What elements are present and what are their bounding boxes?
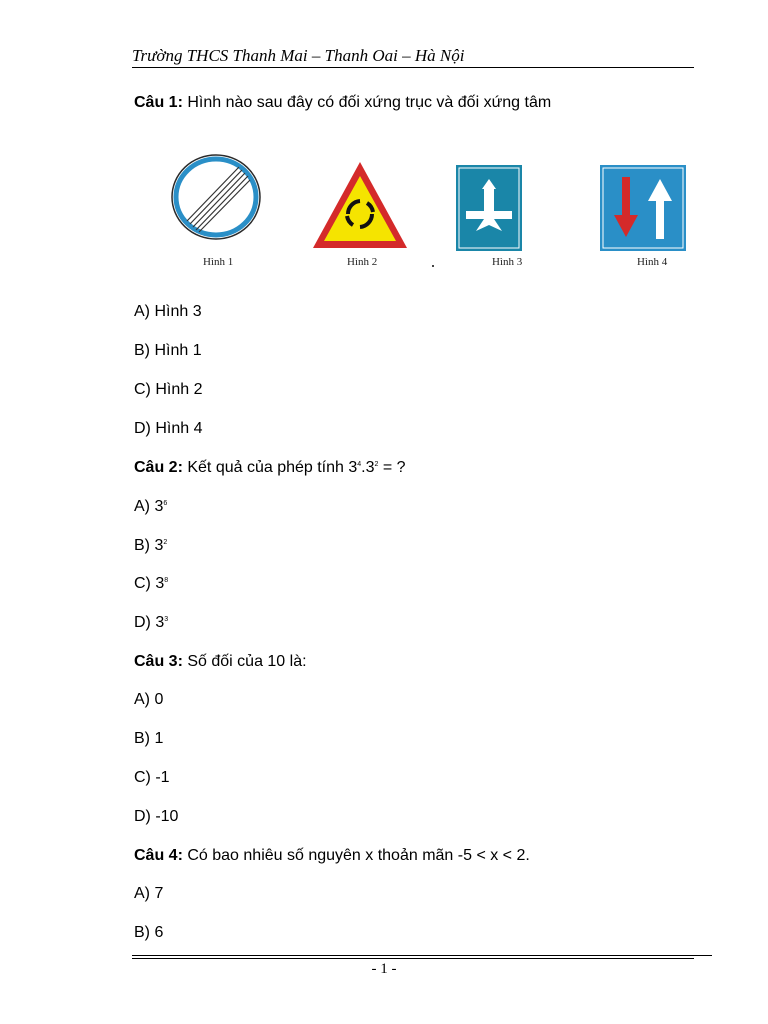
question-2-exp-b: 2 xyxy=(374,461,379,468)
question-4-label: Câu 4: xyxy=(134,847,183,864)
question-1-text: Hình nào sau đây có đối xứng trục và đối xứng tâm xyxy=(182,94,552,111)
question-2-text-b: .3 xyxy=(361,459,375,476)
q2-option-b-base: B) 3 xyxy=(134,537,164,554)
q3-option-a: A) 0 xyxy=(134,691,164,708)
q1-option-b: B) Hình 1 xyxy=(134,342,202,359)
q2-option-a-base: A) 3 xyxy=(134,498,164,515)
q2-option-c-exp: 8 xyxy=(164,577,169,584)
caption-2: Hình 2 xyxy=(347,256,378,268)
q2-option-c-base: C) 3 xyxy=(134,575,165,592)
q3-option-c: C) -1 xyxy=(134,769,170,786)
question-3-label: Câu 3: xyxy=(134,653,183,670)
sign-figure-2 xyxy=(310,158,410,252)
question-2 xyxy=(134,458,406,478)
question-4 xyxy=(134,846,530,866)
question-2-text-c: = ? xyxy=(378,459,406,476)
caption-1: Hình 1 xyxy=(203,256,234,268)
question-1 xyxy=(134,93,551,113)
q3-option-d: D) -10 xyxy=(134,808,179,825)
question-3 xyxy=(134,652,307,672)
q4-option-b: B) 6 xyxy=(134,924,164,941)
caption-3: Hình 3 xyxy=(492,256,523,268)
q2-option-b xyxy=(134,536,167,556)
sign-figure-1 xyxy=(168,152,264,242)
question-1-label: Câu 1: xyxy=(134,94,183,111)
question-3-text: Số đối của 10 là: xyxy=(182,653,307,670)
q2-option-b-exp: 2 xyxy=(163,539,168,546)
q1-option-a: A) Hình 3 xyxy=(134,303,202,320)
page-header: Trường THCS Thanh Mai – Thanh Oai – Hà Nội xyxy=(132,45,694,68)
sign-figure-4 xyxy=(600,165,686,251)
sign-figure-3 xyxy=(456,165,522,251)
q2-option-d-exp: 3 xyxy=(164,616,169,623)
caption-4: Hình 4 xyxy=(637,256,668,268)
page-number: - 1 - xyxy=(371,961,397,977)
q2-option-a xyxy=(134,497,167,517)
question-4-text: Có bao nhiêu số nguyên x thoản mãn -5 < x < 2. xyxy=(182,847,530,864)
q1-option-c: C) Hình 2 xyxy=(134,381,203,398)
q2-option-c xyxy=(134,574,168,594)
q2-option-d xyxy=(134,613,168,633)
q1-option-d: D) Hình 4 xyxy=(134,420,203,437)
question-2-exp-a: 4 xyxy=(357,461,362,468)
stray-dot xyxy=(432,265,434,267)
q3-option-b: B) 1 xyxy=(134,730,164,747)
q2-option-d-base: D) 3 xyxy=(134,614,165,631)
footer-rule-bottom xyxy=(132,958,694,959)
footer-rule-top xyxy=(132,955,712,956)
question-2-text-a: Kết quả của phép tính 3 xyxy=(182,459,358,476)
q4-option-a: A) 7 xyxy=(134,885,164,902)
question-2-label: Câu 2: xyxy=(134,459,183,476)
q2-option-a-exp: 6 xyxy=(163,500,168,507)
